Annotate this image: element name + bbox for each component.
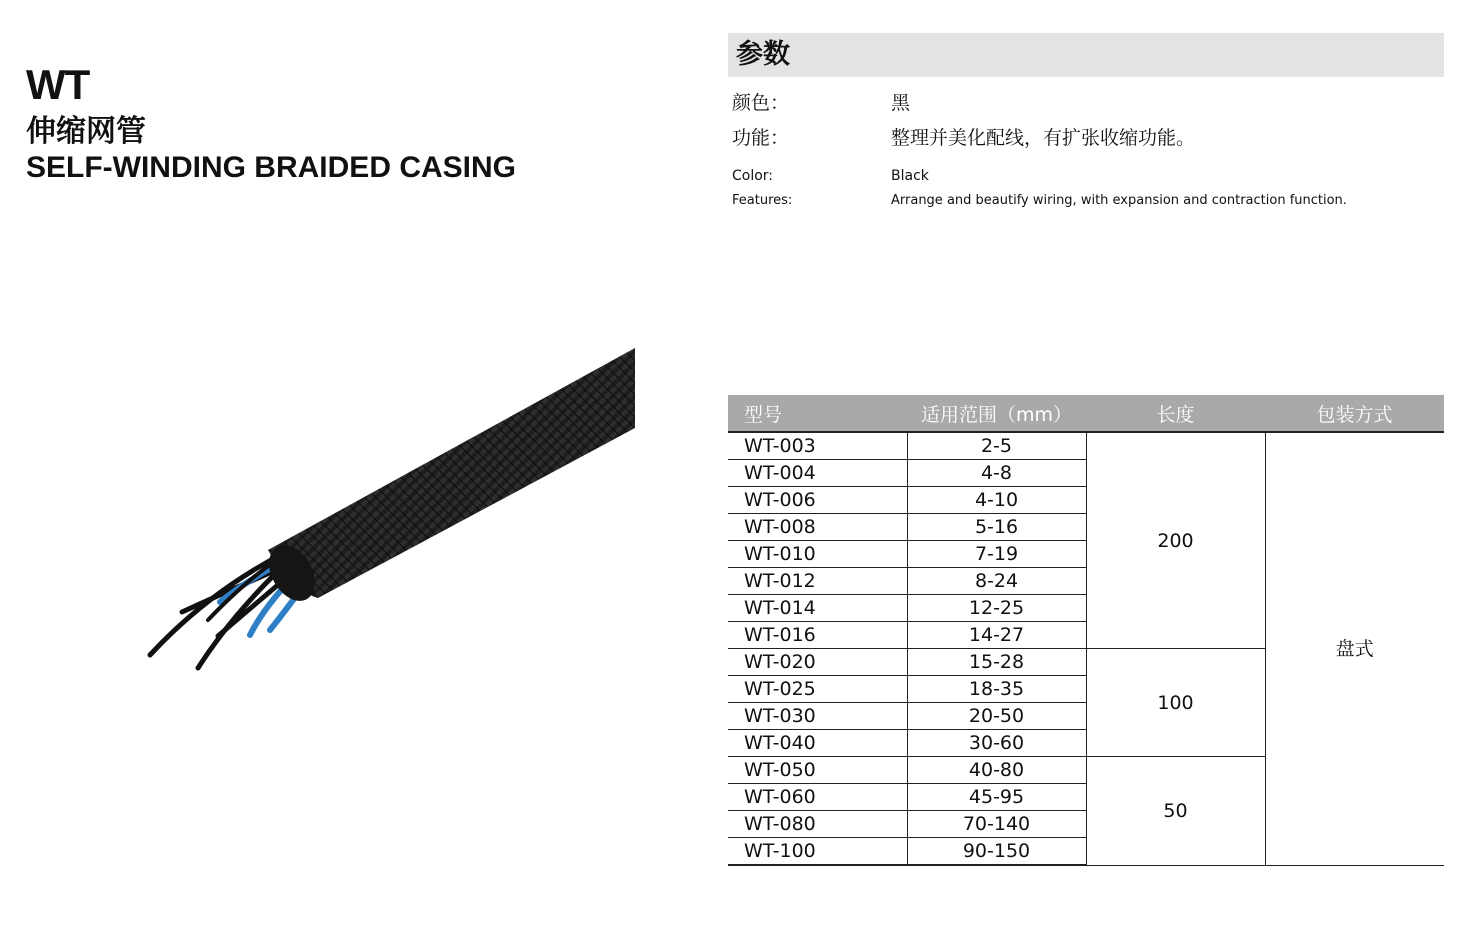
model-cell: WT-025 — [728, 676, 907, 703]
range-cell: 7-19 — [907, 541, 1086, 568]
model-cell: WT-100 — [728, 838, 907, 866]
model-cell: WT-006 — [728, 487, 907, 514]
param-key: 颜色： — [732, 92, 790, 114]
packaging-cell: 盘式 — [1265, 432, 1444, 865]
param-key: Features: — [732, 193, 793, 208]
param-key: Color: — [732, 168, 774, 184]
model-cell: WT-014 — [728, 595, 907, 622]
length-cell: 50 — [1086, 757, 1265, 866]
model-cell: WT-050 — [728, 757, 907, 784]
range-cell: 30-60 — [907, 730, 1086, 757]
model-cell: WT-008 — [728, 514, 907, 541]
header-length: 长度 — [1086, 395, 1265, 432]
model-cell: WT-003 — [728, 432, 907, 460]
range-cell: 14-27 — [907, 622, 1086, 649]
product-name-en: SELF-WINDING BRAIDED CASING — [26, 151, 516, 184]
params-header: 参数 — [728, 33, 1444, 77]
range-cell: 45-95 — [907, 784, 1086, 811]
header-range: 适用范围（mm） — [907, 395, 1086, 432]
range-cell: 90-150 — [907, 838, 1086, 866]
product-code: WT — [26, 61, 90, 108]
param-value: 黑 — [891, 92, 911, 114]
range-cell: 2-5 — [907, 432, 1086, 460]
model-cell: WT-020 — [728, 649, 907, 676]
param-value: 整理并美化配线，有扩张收缩功能。 — [891, 127, 1196, 149]
model-cell: WT-060 — [728, 784, 907, 811]
param-value: Arrange and beautify wiring, with expansion and contraction function. — [891, 193, 1347, 208]
range-cell: 70-140 — [907, 811, 1086, 838]
model-cell: WT-040 — [728, 730, 907, 757]
range-cell: 4-10 — [907, 487, 1086, 514]
model-cell: WT-010 — [728, 541, 907, 568]
spec-table-body — [728, 432, 1444, 865]
range-cell: 5-16 — [907, 514, 1086, 541]
length-cell: 100 — [1086, 649, 1265, 757]
range-cell: 20-50 — [907, 703, 1086, 730]
header-packaging: 包装方式 — [1265, 395, 1444, 432]
header-model: 型号 — [728, 395, 907, 432]
param-key: 功能： — [732, 127, 790, 149]
param-value: Black — [891, 168, 929, 184]
range-cell: 12-25 — [907, 595, 1086, 622]
spec-table — [728, 395, 1444, 866]
model-cell: WT-030 — [728, 703, 907, 730]
model-cell: WT-004 — [728, 460, 907, 487]
model-cell: WT-012 — [728, 568, 907, 595]
table-row — [728, 432, 1444, 460]
product-name-cn: 伸缩网管 — [26, 114, 146, 149]
range-cell: 8-24 — [907, 568, 1086, 595]
braided-sleeve-image — [140, 340, 640, 680]
range-cell: 40-80 — [907, 757, 1086, 784]
model-cell: WT-016 — [728, 622, 907, 649]
range-cell: 15-28 — [907, 649, 1086, 676]
range-cell: 4-8 — [907, 460, 1086, 487]
product-title-block — [26, 62, 516, 184]
model-cell: WT-080 — [728, 811, 907, 838]
table-header-row — [728, 395, 1444, 432]
length-cell: 200 — [1086, 432, 1265, 649]
range-cell: 18-35 — [907, 676, 1086, 703]
